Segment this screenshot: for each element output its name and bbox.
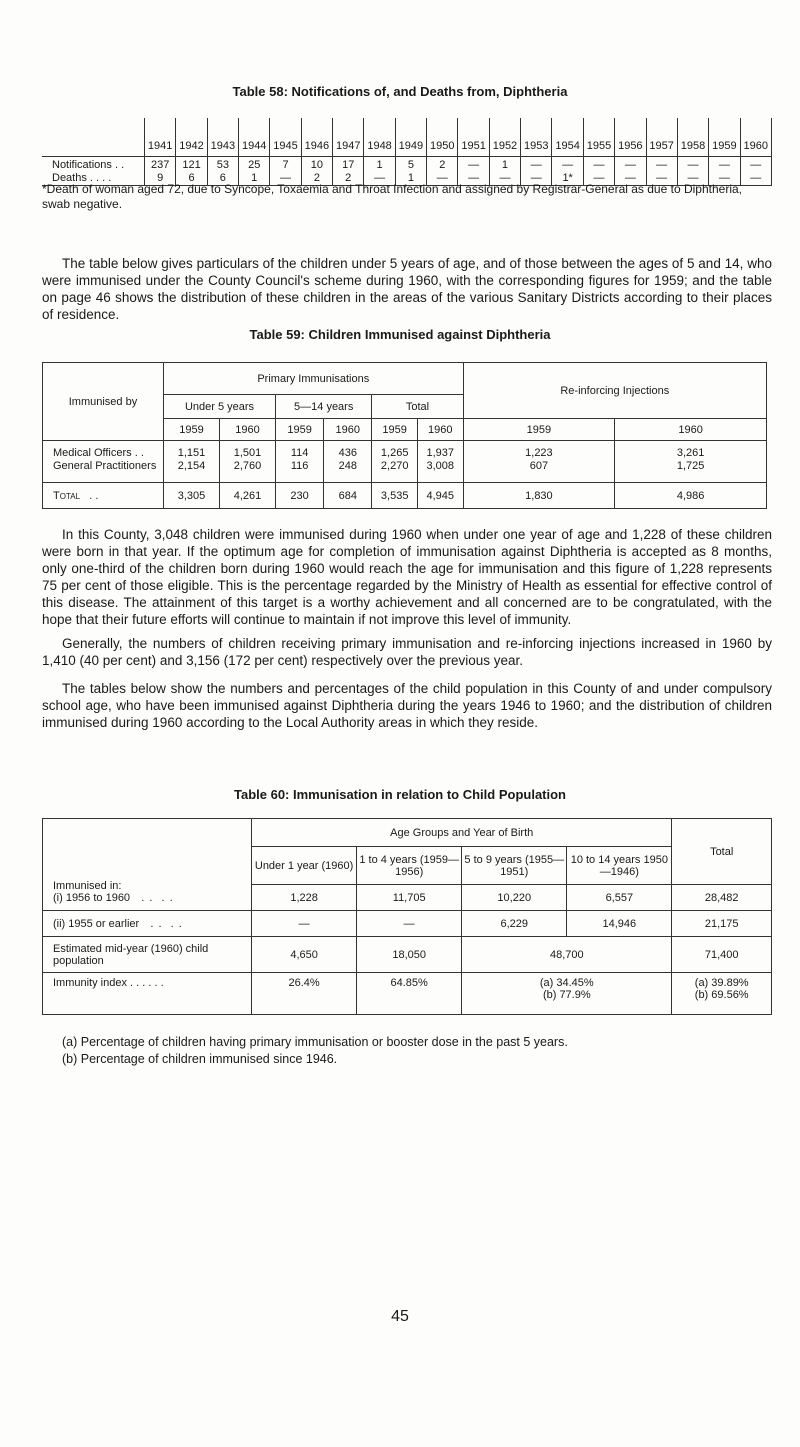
table59-label-gps: General Practitioners [53,460,157,472]
table59-total-row [43,483,767,509]
table59-medical-officers-value: 3,261 [676,447,705,459]
table58-year-header: 1946 [301,118,332,157]
table59-group-total: Total [372,395,463,419]
table59-total-value: 4,945 [417,483,463,509]
table59-medical-officers-value: 1,265 [380,447,409,459]
table59-gp-value: 2,154 [177,460,206,472]
table58-notification-value: 1 [501,159,509,171]
table58-notification-value: — [687,159,699,171]
table59-value-cell [615,441,767,483]
table58-year-header: 1951 [458,118,489,157]
table60-immunity-total-a: (a) 39.89% [694,977,749,989]
table58-death-value: — [468,172,480,184]
table59-year-header: 1959 [164,419,220,441]
table60-immunity-total-b: (b) 69.56% [694,989,749,1001]
table58-year-header: 1943 [207,118,238,157]
table58-year-header: 1945 [270,118,301,157]
table60-immunity-5to14-a: (a) 34.45% [539,977,594,989]
table59-total-value: 3,535 [372,483,418,509]
table59-gp-value: 2,270 [380,460,409,472]
table59-year-header: 1960 [417,419,463,441]
table58-notification-value: 17 [342,159,355,171]
page-number: 45 [391,1308,409,1325]
table59-gp-value: 607 [529,460,549,472]
table58-notification-value: — [750,159,762,171]
table59 [42,362,767,509]
table58-notification-value: 121 [182,159,201,171]
table58-year-header: 1944 [239,118,270,157]
table59-value-cell [220,441,276,483]
table58-death-value: 1 [407,172,414,184]
table59-caption: Table 59: Children Immunised against Diphtheria [249,327,551,342]
table60-row2-dots: . . . . [142,917,183,930]
table59-gp-value: 116 [290,460,309,472]
table58-year-header: 1955 [583,118,614,157]
table59-total-value: 1,830 [463,483,615,509]
table59-total-text: Total [53,489,81,502]
table58-year-header: 1956 [615,118,646,157]
table60-row2-value: — [357,911,462,937]
table58-corner [42,118,145,157]
table60-pop-1to4: 18,050 [357,937,462,973]
table60-col-total: Total [672,819,772,885]
table59-gp-value: 3,008 [426,460,455,472]
table58-notification-value: 1 [376,159,383,171]
table59-total-value: 3,305 [164,483,220,509]
table58-year-header: 1952 [489,118,520,157]
table59-value-cell [372,441,418,483]
table58-notification-value: 5 [407,159,414,171]
table59-value-cell [417,441,463,483]
table60-row1-dots: . . . . [133,892,174,904]
table59-reinforcing-header: Re-inforcing Injections [463,363,766,419]
table60-pop-under1: 4,650 [252,937,357,973]
paragraph-immunised-1960: In this County, 3,048 children were immunised during 1960 when under one year of age and 1,228 of these children were born in that year. If the optimum age for completion of immunisation against Diphtheria is accepted as 8 months, only one-third of the children born during 1960 would reach the age for immunisation and this figure of 1,228 represents 75 per cent of those eligible. This is the percentage regarded by the Ministry of Health as essential for effective control of this disease. The attainment of this target is a worthy achievement and all concerned are to be congratulated, with the hope that their future efforts will continue to maintain if not improve this level of immunity. [42,527,772,627]
table60-row1-label [53,892,251,904]
table58-death-value: 1 [251,172,258,184]
table58-year-header: 1953 [521,118,552,157]
table60-row2-value: 6,229 [462,911,567,937]
table60-immunised-in: Immunised in: [53,880,122,892]
paragraph-intro: The table below gives particulars of the children under 5 years of age, and of those between the ages of 5 and 14, who were immunised under the County Council's scheme during 1960, with the corresponding figures for 1959; and the table on page 46 shows the distribution of these children in the areas of the various Sanitary Districts according to their places of residence. [42,256,772,322]
table58-death-value: 1* [562,172,573,184]
table58-notification-value: — [656,159,668,171]
table58-notification-value: — [562,159,574,171]
table60-immunity-dots: . . . . . . [130,977,164,989]
table58-notification-value: 237 [150,159,170,171]
table58-notification-value: — [718,159,730,171]
table58-death-value: — [656,172,668,184]
table58-death-value: — [374,172,386,184]
paragraph-tables-below: The tables below show the numbers and percentages of the child population in this County of and under compulsory school age, who have been immunised against Diphtheria during the years 1946 to 1960; and the distribution of children immunised during 1960 according to the Local Authority areas in which they reside. [42,681,772,730]
table58-year-header: 1958 [677,118,708,157]
table59-value-cell [463,441,615,483]
table60-note-b: (b) Percentage of children immunised since 1946. [62,1052,338,1066]
table59-gp-value: 1,725 [676,460,705,472]
table59-year-header: 1959 [276,419,324,441]
table60-row1-value: 10,220 [462,885,567,911]
table59-total-dots: . . [89,489,99,502]
table58-death-value: — [750,172,762,184]
table59-row-labels [43,441,164,483]
table60-immunised-header [43,819,252,911]
table58-year-header: 1948 [364,118,395,157]
table59-group-under5: Under 5 years [164,395,276,419]
table60-immunity-label: Immunity index [53,977,127,989]
table60-row1-value: 11,705 [357,885,462,911]
table59-gp-value: 248 [338,460,357,472]
table60-group-header: Age Groups and Year of Birth [252,819,672,847]
table60-row1-value: 6,557 [567,885,672,911]
table58-notification-value: 10 [310,159,324,171]
table60-pop-total: 71,400 [672,937,772,973]
table58-death-value: 6 [219,172,226,184]
table58-notification-value: 25 [248,159,261,171]
table58-notification-value: 53 [216,159,229,171]
table59-total-value: 4,261 [220,483,276,509]
table58-death-value: — [687,172,699,184]
table59-medical-officers-value: 1,151 [177,447,206,459]
table60-pop-5to14: 48,700 [462,937,672,973]
table59-medical-officers-value: 1,223 [525,447,553,459]
table60-col-10to14: 10 to 14 years 1950—1946) [567,847,672,885]
table60-col-5to9: 5 to 9 years (1955—1951) [462,847,567,885]
table60-immunity-total [672,973,772,1015]
table58-notification-value: 2 [439,159,446,171]
table58-death-value: — [499,172,511,184]
table60-row2 [43,911,772,937]
table58-death-value: — [530,172,542,184]
table60-row2-value: 14,946 [567,911,672,937]
table59-medical-officers-value: 1,501 [233,447,262,459]
table58-notification-value: — [624,159,636,171]
table59-total-value: 4,986 [615,483,767,509]
table58-notification-value: — [593,159,605,171]
table59-total-label [43,483,164,509]
table60-row1-value: 1,228 [252,885,357,911]
table59-label-medical-officers: Medical Officers . . [53,447,144,459]
table58-death-value: 2 [313,172,320,184]
table58-death-value: 2 [345,172,352,184]
table60-immunity-5to14 [462,973,672,1015]
table60-notes [62,1034,568,1068]
table60-row2-label-text: (ii) 1955 or earlier [53,917,140,930]
table59-year-header: 1959 [463,419,615,441]
table59-row-header: Immunised by [43,363,164,441]
table58-footnote: *Death of woman aged 72, due to Syncope, Toxaemia and Throat Infection and assigned by Registrar-General as due to Diphtheria, swab negative. [42,182,742,211]
table60-immunity-label-cell [43,973,252,1015]
table58-year-header: 1960 [740,118,771,157]
table58-label-notifications: Notifications . . [52,159,125,171]
table60-immunity-1to4: 64.85% [357,973,462,1015]
table59-gp-value: 2,760 [233,460,262,472]
table60-col-1to4: 1 to 4 years (1959—1956) [357,847,462,885]
table60-row2-label [43,911,252,937]
table60-note-a: (a) Percentage of children having primary immunisation or booster dose in the past 5 years. [62,1035,568,1049]
table59-year-header: 1960 [324,419,372,441]
table58-notification-value: — [468,159,480,171]
table58-year-header: 1950 [427,118,458,157]
table60-row2-value: 21,175 [672,911,772,937]
table58-year-header: 1947 [333,118,364,157]
table59-total-value: 230 [276,483,324,509]
table59-value-cell [276,441,324,483]
table58-caption: Table 58: Notifications of, and Deaths from, Diphtheria [232,84,568,99]
table60-pop-label: Estimated mid-year (1960) child population [43,937,252,973]
table58-death-value: 9 [157,172,164,184]
paragraph-increase: Generally, the numbers of children receiving primary immunisation and re-inforcing injections increased in 1960 by 1,410 (40 per cent) and 3,156 (172 per cent) respectively over the previous year. [42,636,772,668]
table59-year-header: 1960 [615,419,767,441]
table58-year-header: 1954 [552,118,583,157]
table59-group-5-14: 5—14 years [276,395,372,419]
table58-label-deaths: Deaths . . . . [52,172,112,184]
table58-notification-value: — [530,159,542,171]
table59-medical-officers-value: 436 [338,447,357,459]
table60-caption: Table 60: Immunisation in relation to Child Population [234,787,566,802]
table59-medical-officers-value: 114 [290,447,309,459]
table58-notification-value: 7 [282,159,289,171]
table58-year-header: 1949 [395,118,426,157]
table58-year-header: 1942 [176,118,207,157]
table58-death-value: — [718,172,730,184]
table59-value-cell [164,441,220,483]
table58 [42,118,772,186]
table59-year-header: 1960 [220,419,276,441]
table60-row2-value: — [252,911,357,937]
table60-immunity-under1: 26.4% [252,973,357,1015]
table58-death-value: 6 [188,172,195,184]
table59-year-header: 1959 [372,419,418,441]
table59-primary-header: Primary Immunisations [164,363,464,395]
table58-year-header: 1959 [709,118,740,157]
table58-death-value: — [624,172,636,184]
table60-col-under1: Under 1 year (1960) [252,847,357,885]
table58-death-value: — [593,172,605,184]
table58-year-header: 1957 [646,118,677,157]
table60 [42,818,772,1015]
table58-year-header: 1941 [145,118,176,157]
table60-row1-label-text: (i) 1956 to 1960 [53,892,131,904]
table58-death-value: — [280,172,292,184]
table59-medical-officers-value: 1,937 [426,447,455,459]
table58-header-row [42,118,772,157]
table59-total-value: 684 [324,483,372,509]
table60-row1-value: 28,482 [672,885,772,911]
table59-value-cell [324,441,372,483]
table60-immunity-5to14-b: (b) 77.9% [542,989,591,1001]
table59-data-row [43,441,767,483]
table58-death-value: — [436,172,448,184]
